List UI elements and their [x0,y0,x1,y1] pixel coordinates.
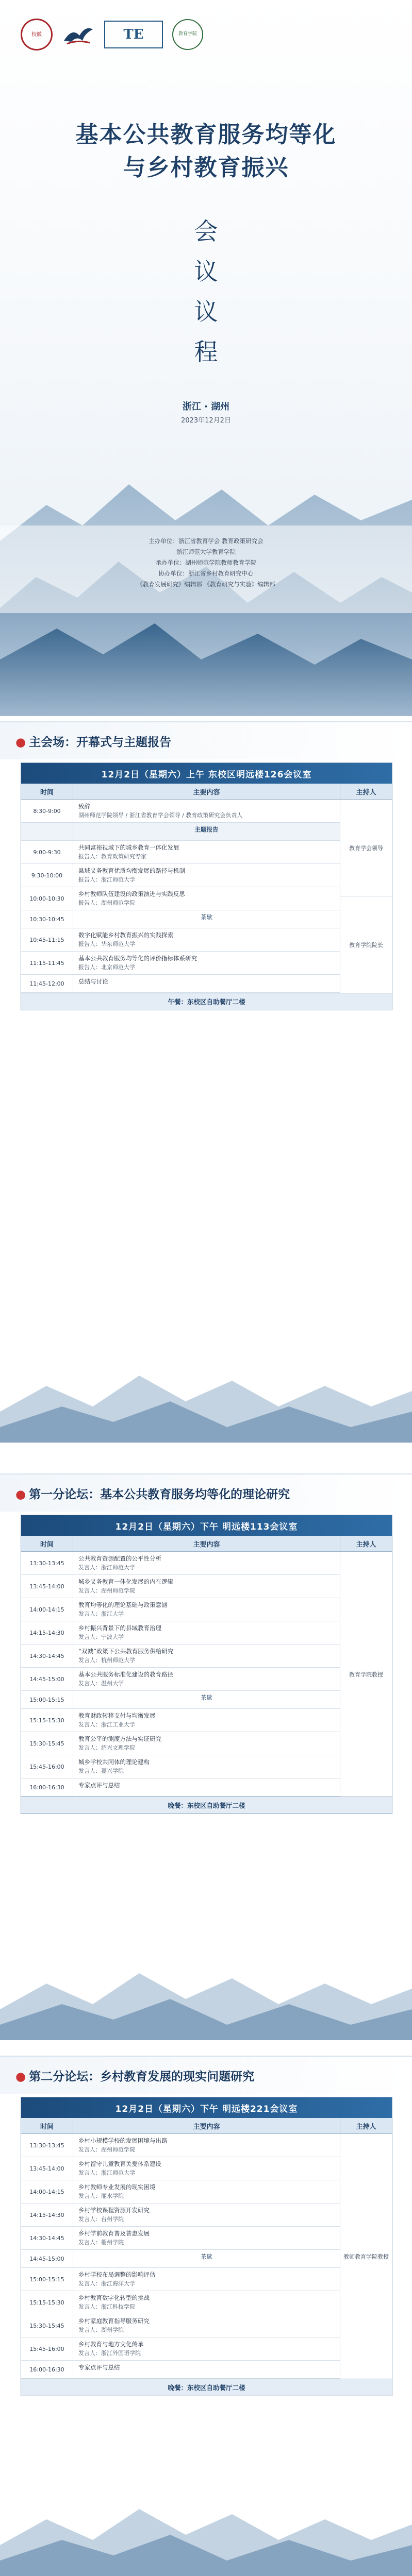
row-topic: 公共教育资源配置的公平性分析 [78,1555,161,1562]
table-row [21,2134,340,2157]
row-speaker: 发言人：浙江科技学院 [78,2303,135,2310]
agenda-section [0,2056,412,2392]
organizer-line: 协办单位：浙江省乡村教育研究中心 [158,570,254,577]
agenda-section [0,1473,412,1809]
row-speaker: 发言人：浙江外国语学院 [78,2350,141,2357]
table-rows [21,2134,340,2379]
table-row [21,2157,340,2180]
row-time: 13:30-13:45 [21,2134,73,2157]
table-row [21,887,340,910]
row-content [73,2157,340,2180]
row-content [73,910,340,928]
host-column [340,2134,392,2379]
row-topic: 乡村家庭教育指导服务研究 [78,2317,150,2325]
row-topic: 乡村教育与地方文化传承 [78,2341,144,2348]
university-seal-logo [21,19,53,50]
row-speaker: 发言人：浙江海洋大学 [78,2280,135,2287]
section-title-text: 第二分论坛：乡村教育发展的现实问题研究 [29,2070,255,2083]
bullet-icon: ● [15,1487,26,1501]
table-row [21,1709,340,1732]
header-host: 主持人 [356,1540,376,1549]
row-content [73,2314,340,2337]
row-speaker: 报告人：浙江师范大学 [78,876,135,883]
row-speaker: 发言人：湖州师范学院 [78,1587,135,1594]
session-bar: 12月2日（星期六）上午 东校区明远楼126会议室 [21,763,392,784]
row-speaker: 报告人：教育政策研究专家 [78,853,146,860]
row-time: 15:15-15:30 [21,1709,73,1732]
table-row [21,1668,340,1691]
row-content [73,1552,340,1574]
table-row [21,910,340,928]
row-content [73,1755,340,1778]
row-topic: 致辞 [78,803,90,810]
bullet-icon: ● [15,735,26,749]
row-time: 16:00-16:30 [21,1778,73,1796]
mountain-decoration [0,2483,412,2576]
table-row [21,800,340,823]
row-topic: 主题报告 [194,826,219,833]
schedule-table [21,1515,392,1814]
row-time: 15:00-15:15 [21,1691,73,1708]
table-body [21,1552,392,1797]
row-time: 10:45-11:15 [21,928,73,951]
row-time: 14:45-15:00 [21,1668,73,1690]
row-content [73,2227,340,2249]
table-row [21,1575,340,1598]
table-rows [21,800,340,993]
row-speaker: 湖州师范学院领导 / 浙江省教育学会领导 / 教育政策研究会负责人 [78,812,243,819]
row-content [73,1575,340,1598]
row-time: 14:15-14:30 [21,1621,73,1644]
row-time: 9:00-9:30 [21,841,73,863]
organizer-list [0,536,412,590]
session-bar: 12月2日（星期六）下午 明远楼221会议室 [21,2097,392,2118]
table-row [21,2361,340,2379]
row-topic: 城乡义务教育一体化发展的内在逻辑 [78,1578,173,1585]
row-content [73,2204,340,2226]
row-topic: 教育公平的测度方法与实证研究 [78,1735,161,1742]
header-content: 主要内容 [73,1536,340,1551]
row-time: 15:45-16:00 [21,2337,73,2360]
row-content [73,800,340,822]
vertical-char: 程 [194,338,218,366]
row-speaker: 发言人：温州大学 [78,1680,124,1687]
row-time: 15:45-16:00 [21,1755,73,1778]
row-content [73,1598,340,1621]
table-header [21,1536,392,1552]
table-row [21,2337,340,2361]
table-row [21,2227,340,2250]
header-content: 主要内容 [73,784,340,799]
row-content [73,2291,340,2314]
conference-date: 2023年12月2日 [181,417,231,425]
cover [0,0,412,716]
row-speaker: 发言人：宁波大学 [78,1634,124,1640]
table-row [21,952,340,975]
row-content [73,952,340,974]
row-time: 13:45-14:00 [21,2157,73,2180]
row-time: 10:00-10:30 [21,887,73,910]
host-name: 教师教育学院教授 [343,2253,389,2260]
table-row [21,1691,340,1709]
header-time: 时间 [21,1536,73,1551]
row-topic: 茶歇 [201,913,212,921]
row-topic: 乡村教师专业发展的现实困境 [78,2183,156,2191]
row-time: 9:30-10:00 [21,864,73,887]
row-speaker: 发言人：浙江大学 [78,1611,124,1617]
table-row [21,1755,340,1778]
mountain-decoration [0,1350,412,1443]
row-time: 15:30-15:45 [21,2314,73,2337]
row-time: 15:00-15:15 [21,2268,73,2291]
section-title [0,2067,254,2084]
row-content [73,2268,340,2291]
table-row [21,2314,340,2337]
table-row [21,1598,340,1621]
row-topic: 专家点评与总结 [78,2364,120,2371]
row-content [73,2361,340,2378]
table-header [21,2118,392,2134]
agenda-section [0,721,412,1006]
header-time: 时间 [21,784,73,799]
vertical-char: 议 [194,258,218,285]
row-time: 14:00-14:15 [21,1598,73,1621]
row-time: 15:30-15:45 [21,1732,73,1755]
row-speaker: 发言人：杭州师范大学 [78,1657,135,1664]
row-time: 11:15-11:45 [21,952,73,974]
table-row [21,2250,340,2268]
row-speaker: 发言人：台州学院 [78,2216,124,2223]
logo-text: 教育学院 [178,31,197,37]
organizer-line: 《教育发展研究》编辑部 《教育研究与实验》编辑部 [137,581,275,588]
row-topic: 茶歇 [201,2253,212,2260]
te-logo [104,21,163,48]
table-row [21,2268,340,2291]
row-topic: 总结与讨论 [78,978,108,985]
table-row [21,864,340,887]
row-time [21,823,73,840]
meal-note: 晚餐：东校区自助餐厅二楼 [21,2379,392,2396]
table-row [21,841,340,864]
meal-note: 午餐：东校区自助餐厅二楼 [21,993,392,1010]
section-header [0,2056,412,2094]
row-speaker: 发言人：丽水学院 [78,2193,124,2199]
row-content [73,1645,340,1667]
section-title [0,1485,290,1502]
row-topic: 县域义务教育优质均衡发展的路径与机制 [78,867,185,874]
row-content [73,841,340,863]
row-content [73,1691,340,1708]
section-title [0,733,171,750]
row-content [73,1621,340,1644]
row-time: 8:30-9:00 [21,800,73,822]
agenda-vertical-title [0,211,412,372]
table-header [21,784,392,800]
row-content [73,1732,340,1755]
row-speaker: 发言人：浙江师范大学 [78,2170,135,2176]
conference-title [0,118,412,184]
schedule-table [21,762,392,1010]
row-time: 14:30-14:45 [21,2227,73,2249]
row-content [73,1778,340,1796]
logo-row [21,19,203,50]
table-row [21,1552,340,1575]
row-time: 15:15-15:30 [21,2291,73,2314]
table-row [21,823,340,841]
row-topic: “双减”政策下公共教育服务供给研究 [78,1648,174,1655]
row-topic: 乡村学校课程资源开发研究 [78,2207,150,2214]
table-row [21,1645,340,1668]
row-topic: 共同富裕视域下的城乡教育一体化发展 [78,844,179,851]
table-row [21,928,340,952]
logo-text: TE [123,27,144,42]
table-row [21,2180,340,2204]
row-topic: 茶歇 [201,1694,212,1701]
row-content [73,823,340,840]
section-title-text: 第一分论坛：基本公共教育服务均等化的理论研究 [29,1487,290,1501]
organizer-line: 浙江师范大学教育学院 [176,548,236,555]
row-speaker: 发言人：浙江工业大学 [78,1721,135,1728]
row-time: 14:45-15:00 [21,2250,73,2267]
section-header [0,721,412,759]
row-content [73,975,340,992]
row-speaker: 报告人：湖州师范学院 [78,900,135,906]
row-speaker: 报告人：北京师范大学 [78,964,135,971]
host-name: 教育学院院长 [349,941,383,948]
row-time: 11:45-12:00 [21,975,73,992]
row-topic: 城乡学校共同体的理论建构 [78,1758,150,1766]
row-topic: 乡村振兴背景下的县域教育治理 [78,1624,161,1632]
host-name: 教育学院教授 [349,1671,383,1678]
row-topic: 乡村教师队伍建设的政策演进与实践反思 [78,890,185,897]
row-content [73,864,340,887]
header-content: 主要内容 [73,2118,340,2133]
table-rows [21,1552,340,1797]
title-line-2: 与乡村教育振兴 [123,155,289,181]
row-time: 13:30-13:45 [21,1552,73,1574]
row-topic: 乡村留守儿童教育关爱体系建设 [78,2160,161,2167]
row-topic: 教育财政转移支付与均衡发展 [78,1712,156,1719]
header-time: 时间 [21,2118,73,2133]
table-row [21,2291,340,2314]
row-speaker: 报告人：华东师范大学 [78,941,135,947]
conference-place: 浙江 · 湖州 [182,401,230,412]
college-seal-logo [172,19,203,50]
row-topic: 专家点评与总结 [78,1782,120,1789]
table-row [21,975,340,993]
meal-note: 晚餐：东校区自助餐厅二楼 [21,1797,392,1814]
row-content [73,2250,340,2267]
header-host: 主持人 [356,2123,376,2131]
row-time: 14:30-14:45 [21,1645,73,1667]
row-topic: 基本公共教育服务均等化的评价指标体系研究 [78,955,197,962]
row-topic: 基本公共服务标准化建设的教育路径 [78,1671,173,1678]
table-body [21,2134,392,2379]
row-time: 16:00-16:30 [21,2361,73,2378]
table-body [21,800,392,993]
row-content [73,2180,340,2203]
section-header [0,1473,412,1512]
row-time: 14:00-14:15 [21,2180,73,2203]
bird-logo [62,22,95,47]
vertical-char: 议 [194,298,218,326]
organizer-line: 主办单位：浙江省教育学会 教育政策研究会 [149,537,263,545]
schedule-table [21,2097,392,2396]
row-topic: 教育均等化的理论基础与政策意涵 [78,1601,168,1608]
row-content [73,887,340,910]
row-content [73,2337,340,2360]
title-line-1: 基本公共教育服务均等化 [75,122,337,148]
section-title-text: 主会场：开幕式与主题报告 [29,735,172,749]
row-time: 13:45-14:00 [21,1575,73,1598]
vertical-char: 会 [194,217,218,245]
row-speaker: 发言人：湖州学院 [78,2327,124,2333]
row-topic: 乡村小规模学校的发展困境与出路 [78,2137,168,2144]
table-row [21,2204,340,2227]
logo-text: 校徽 [31,31,42,38]
row-speaker: 发言人：衢州学院 [78,2239,124,2246]
row-time: 10:30-10:45 [21,910,73,928]
row-speaker: 发言人：浙江师范大学 [78,1564,135,1571]
bullet-icon: ● [15,2070,26,2083]
row-topic: 乡村学前教育普及普惠发展 [78,2230,150,2237]
session-bar: 12月2日（星期六）下午 明远楼113会议室 [21,1515,392,1536]
table-row [21,1778,340,1797]
mountain-decoration [0,1947,412,2040]
row-speaker: 发言人：嘉兴学院 [78,1768,124,1774]
row-speaker: 发言人：湖州师范学院 [78,2146,135,2153]
table-row [21,1732,340,1755]
row-content [73,2134,340,2157]
organizer-line: 承办单位：湖州师范学院教师教育学院 [155,559,257,566]
header-host: 主持人 [356,788,376,796]
row-content [73,1709,340,1732]
host-column [340,800,392,993]
row-content [73,928,340,951]
row-content [73,1668,340,1690]
row-topic: 乡村学校布局调整的影响评估 [78,2271,156,2278]
row-time: 14:15-14:30 [21,2204,73,2226]
host-column [340,1552,392,1797]
row-speaker: 发言人：绍兴文理学院 [78,1744,135,1751]
table-row [21,1621,340,1645]
row-topic: 数字化赋能乡村教育振兴的实践探索 [78,931,173,939]
row-topic: 乡村教育数字化转型的挑战 [78,2294,150,2301]
host-name: 教育学会领导 [340,800,392,896]
